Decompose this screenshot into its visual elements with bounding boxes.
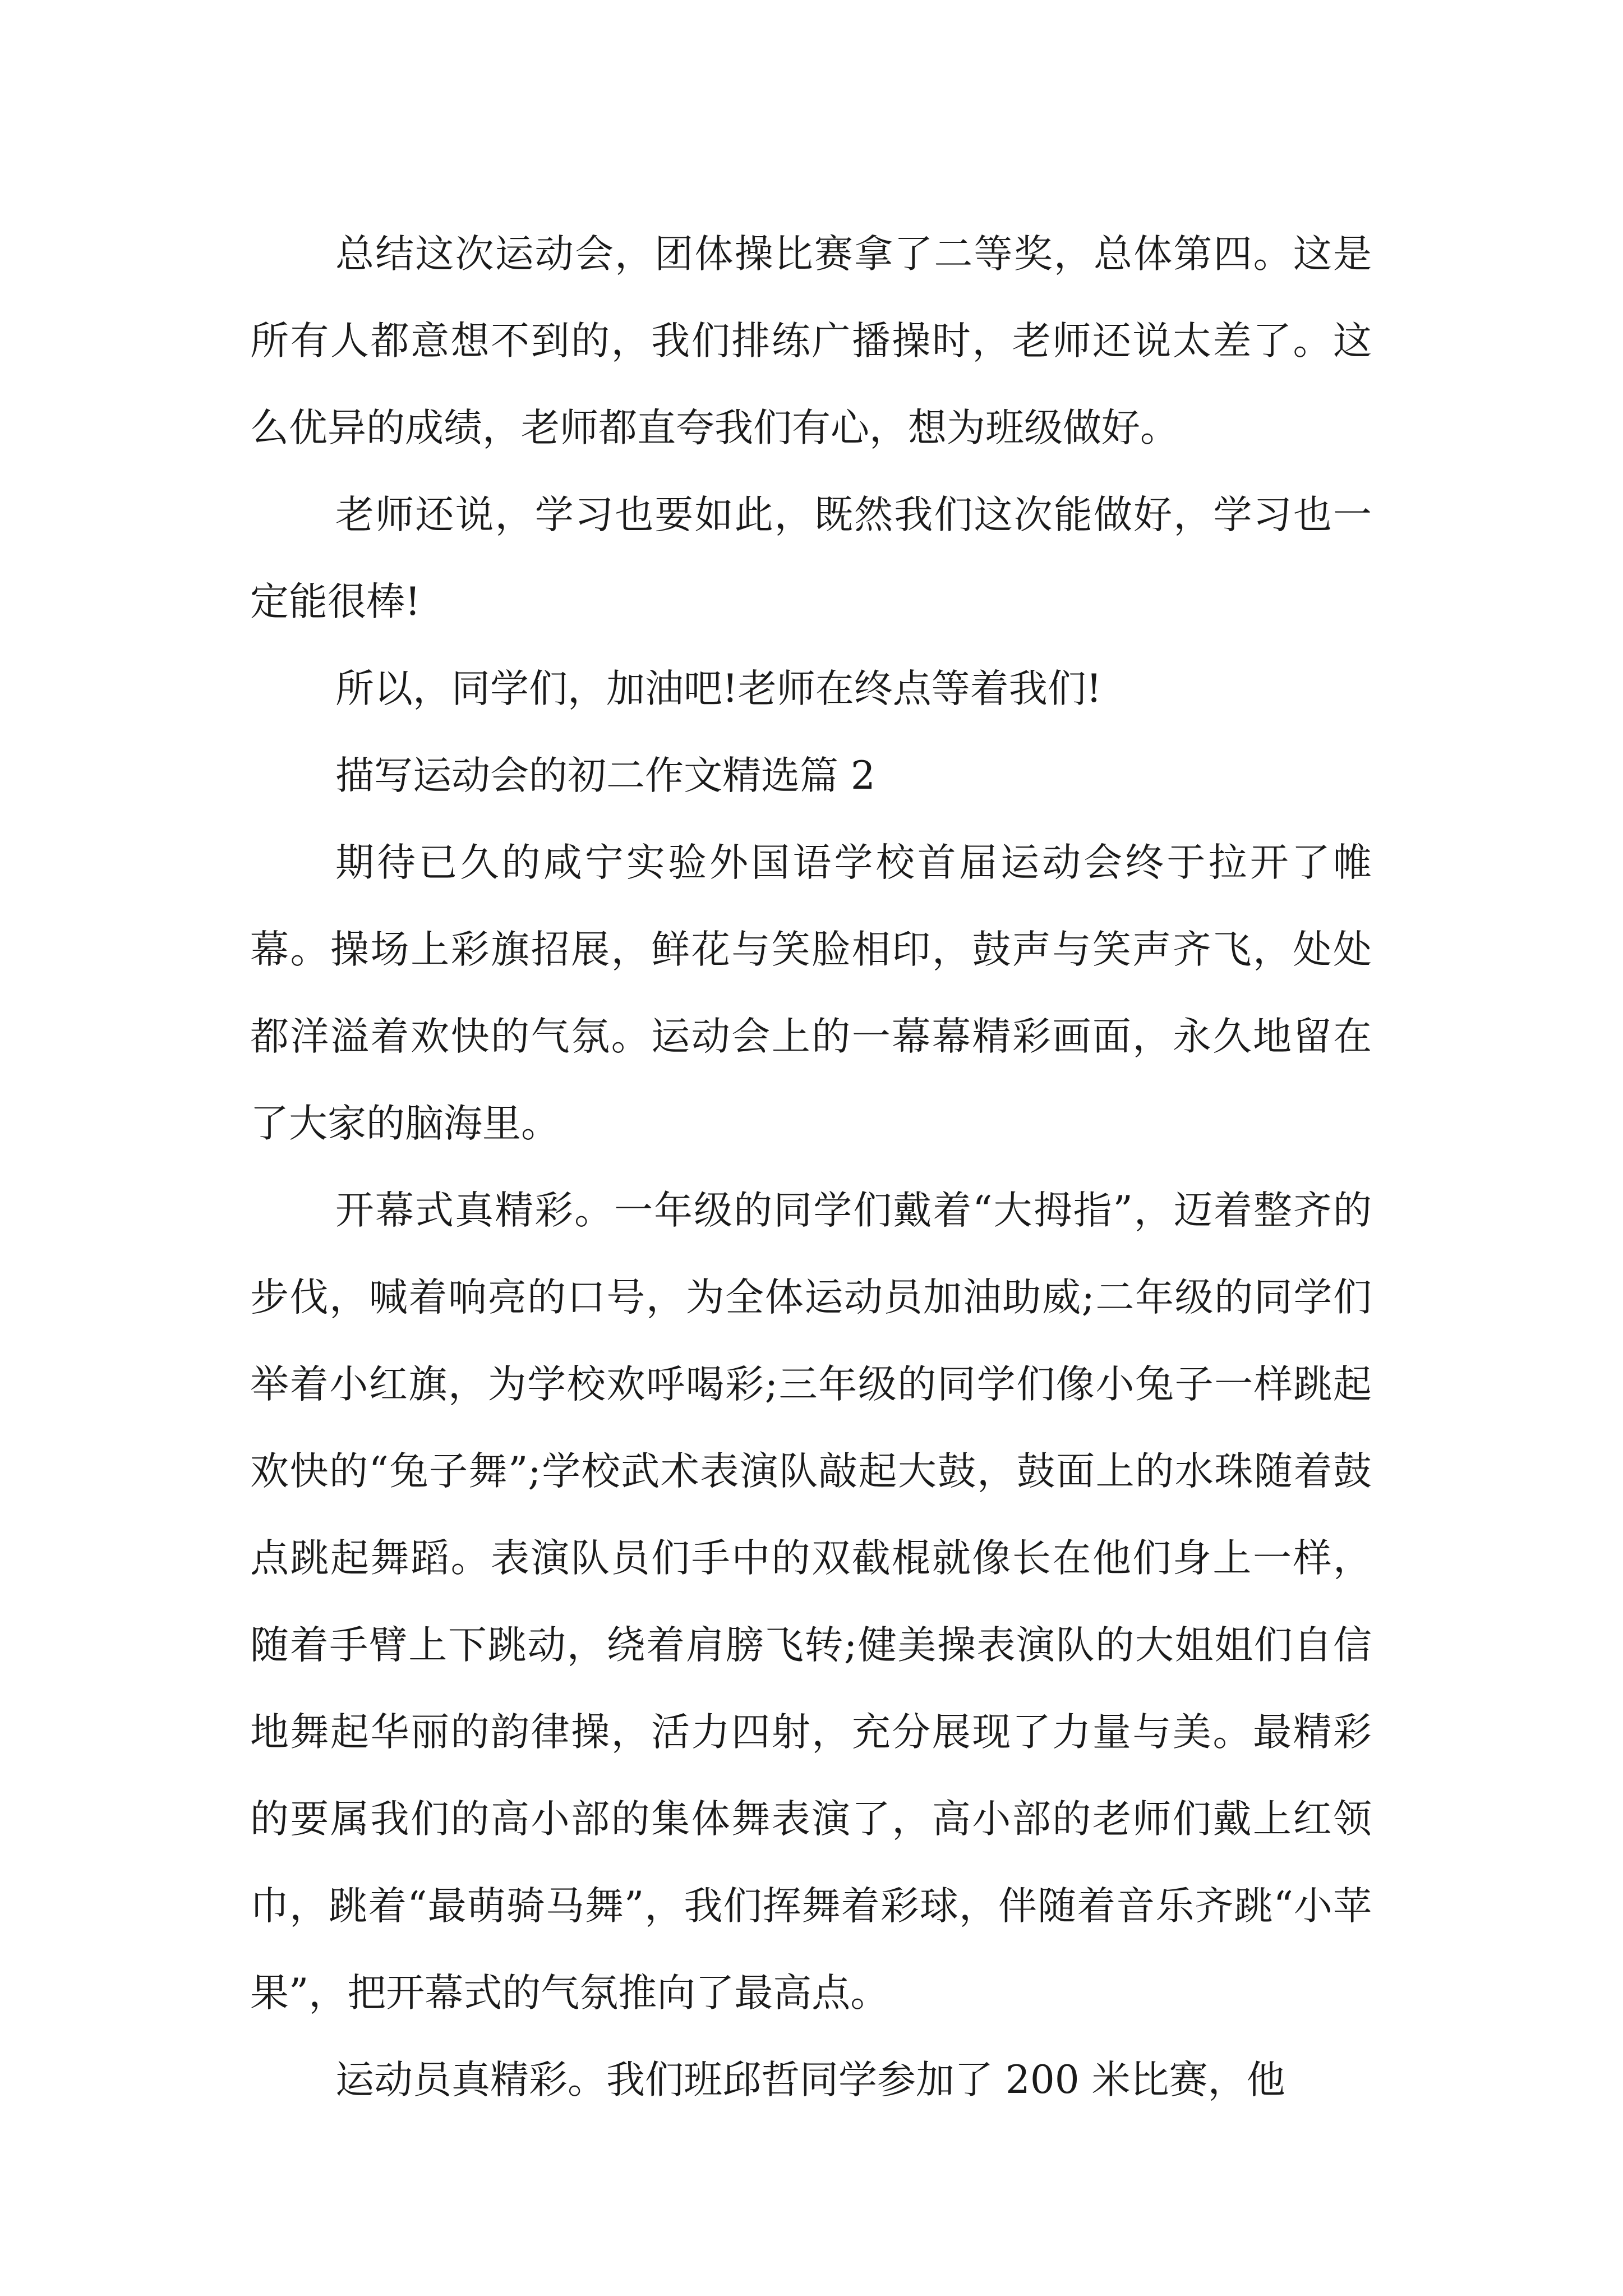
document-body (250, 211, 1372, 2124)
paragraph-teacher-said: 老师还说，学习也要如此，既然我们这次能做好，学习也一定能很棒! (250, 493, 1372, 624)
paragraph-opening: 期待已久的咸宁实验外国语学校首届运动会终于拉开了帷幕。操场上彩旗招展，鲜花与笑脸相印，鼓声与笑声齐飞，处处都洋溢着欢快的气氛。运动会上的一幕幕精彩画面，永久地留在了大家的脑海里。 (250, 840, 1372, 1146)
paragraph-athletes: 运动员真精彩。我们班邱哲同学参加了 200 米比赛，他 (335, 2058, 1285, 2102)
paragraph-summary: 总结这次运动会，团体操比赛拿了二等奖，总体第四。这是所有人都意想不到的，我们排练广播操时，老师还说太差了。这么优异的成绩，老师都直夸我们有心，想为班级做好。 (250, 232, 1372, 450)
section-heading: 描写运动会的初二作文精选篇 2 (335, 753, 875, 798)
paragraph-encouragement: 所以，同学们，加油吧!老师在终点等着我们! (335, 666, 1102, 711)
paragraph-ceremony: 开幕式真精彩。一年级的同学们戴着“大拇指”，迈着整齐的步伐，喊着响亮的口号，为全体运动员加油助威;二年级的同学们举着小红旗，为学校欢呼喝彩;三年级的同学们像小兔子一样跳起欢快的“兔子舞”;学校武术表演队敲起大鼓，鼓面上的水珠随着鼓点跳起舞蹈。表演队员们手中的双截棍就像长在他们身上一样，随着手臂上下跳动，绕着肩膀飞转;健美操表演队的大姐姐们自信地舞起华丽的韵律操，活力四射，充分展现了力量与美。最精彩的要属我们的高小部的集体舞表演了，高小部的老师们戴上红领巾，跳着“最萌骑马舞”，我们挥舞着彩球，伴随着音乐齐跳“小苹果”，把开幕式的气氛推向了最高点。 (250, 1188, 1372, 2016)
